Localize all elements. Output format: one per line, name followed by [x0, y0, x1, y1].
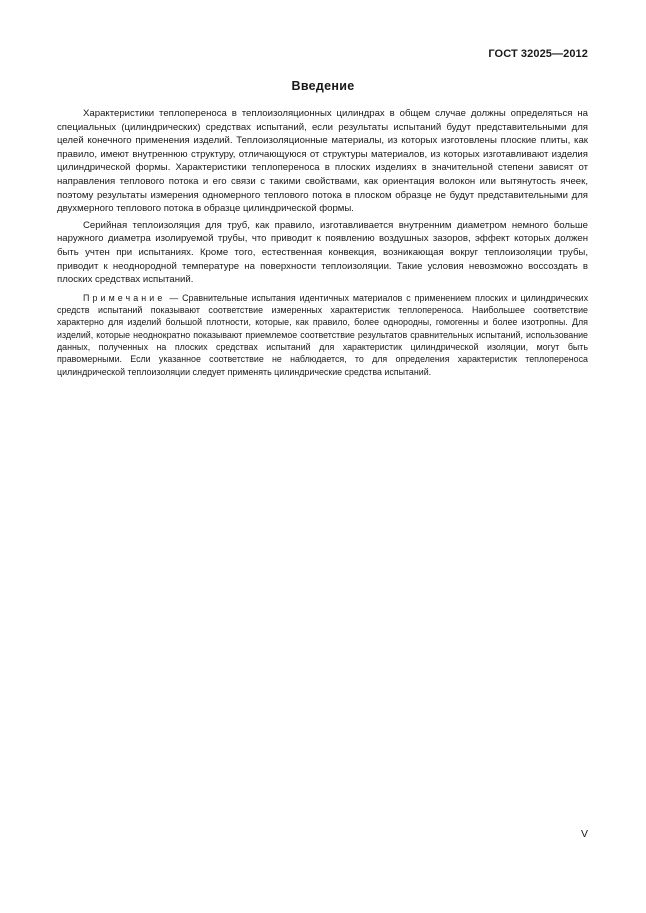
section-title: Введение [291, 79, 355, 93]
note-block [57, 292, 588, 378]
body-text [57, 107, 588, 378]
page-number: V [580, 828, 588, 840]
note-text: — Сравнительные испытания идентичных материалов с применением плоских и цилиндрических средств испытаний показывают соответствие измеренных характеристик теплопереноса. Наибольшее соответствие характерно для изделий большой плотности, которые, как правило, более однородны, гомогенны и более изотропны. Для изделий, которые неоднократно показывают приемлемое соответствие результатов сравнительных испытаний, использование данных, полученных на плоских средствах испытаний для характеристик цилиндрической изоляции, могут быть правомерными. Если указанное соответствие не наблюдается, то для определения характеристик теплопереноса цилиндрической теплоизоляции следует применять цилиндрические средства испытаний. [57, 292, 589, 377]
note-label: Примечание [83, 292, 166, 303]
paragraph-2: Серийная теплоизоляция для труб, как правило, изготавливается внутренним диаметром немного больше наружного диаметра изолируемой трубы, что приводит к появлению воздушных зазоров, эффект которых должен быть учтен при испытаниях. Кроме того, естественная конвекция, возникающая вокруг теплоизоляции трубы, приводит к неоднородной температуре на поверхности теплоизоляции. Такие условия невозможно воссоздать в плоских средствах испытаний. [57, 219, 588, 286]
paragraph-1: Характеристики теплопереноса в теплоизоляционных цилиндрах в общем случае должны определяться на специальных (цилиндрических) средствах испытаний, если результаты испытаний будут представительными для целей конечного применения изделий. Теплоизоляционные материалы, из которых изготовлены плоские плиты, как правило, имеют внутреннюю структуру, отличающуюся от структуры материалов, из которых изготавливают изделия цилиндрической формы. Характеристики теплопереноса в плоских изделиях в значительной степени зависят от направления теплового потока и его связи с такими свойствами, как ориентация волокон или вытянутость ячеек, поэтому результаты измерения одномерного теплового потока в плоском образце не будут представительными для двухмерного теплового потока в образце цилиндрической формы. [57, 108, 588, 215]
standard-code: ГОСТ 32025—2012 [488, 48, 588, 60]
